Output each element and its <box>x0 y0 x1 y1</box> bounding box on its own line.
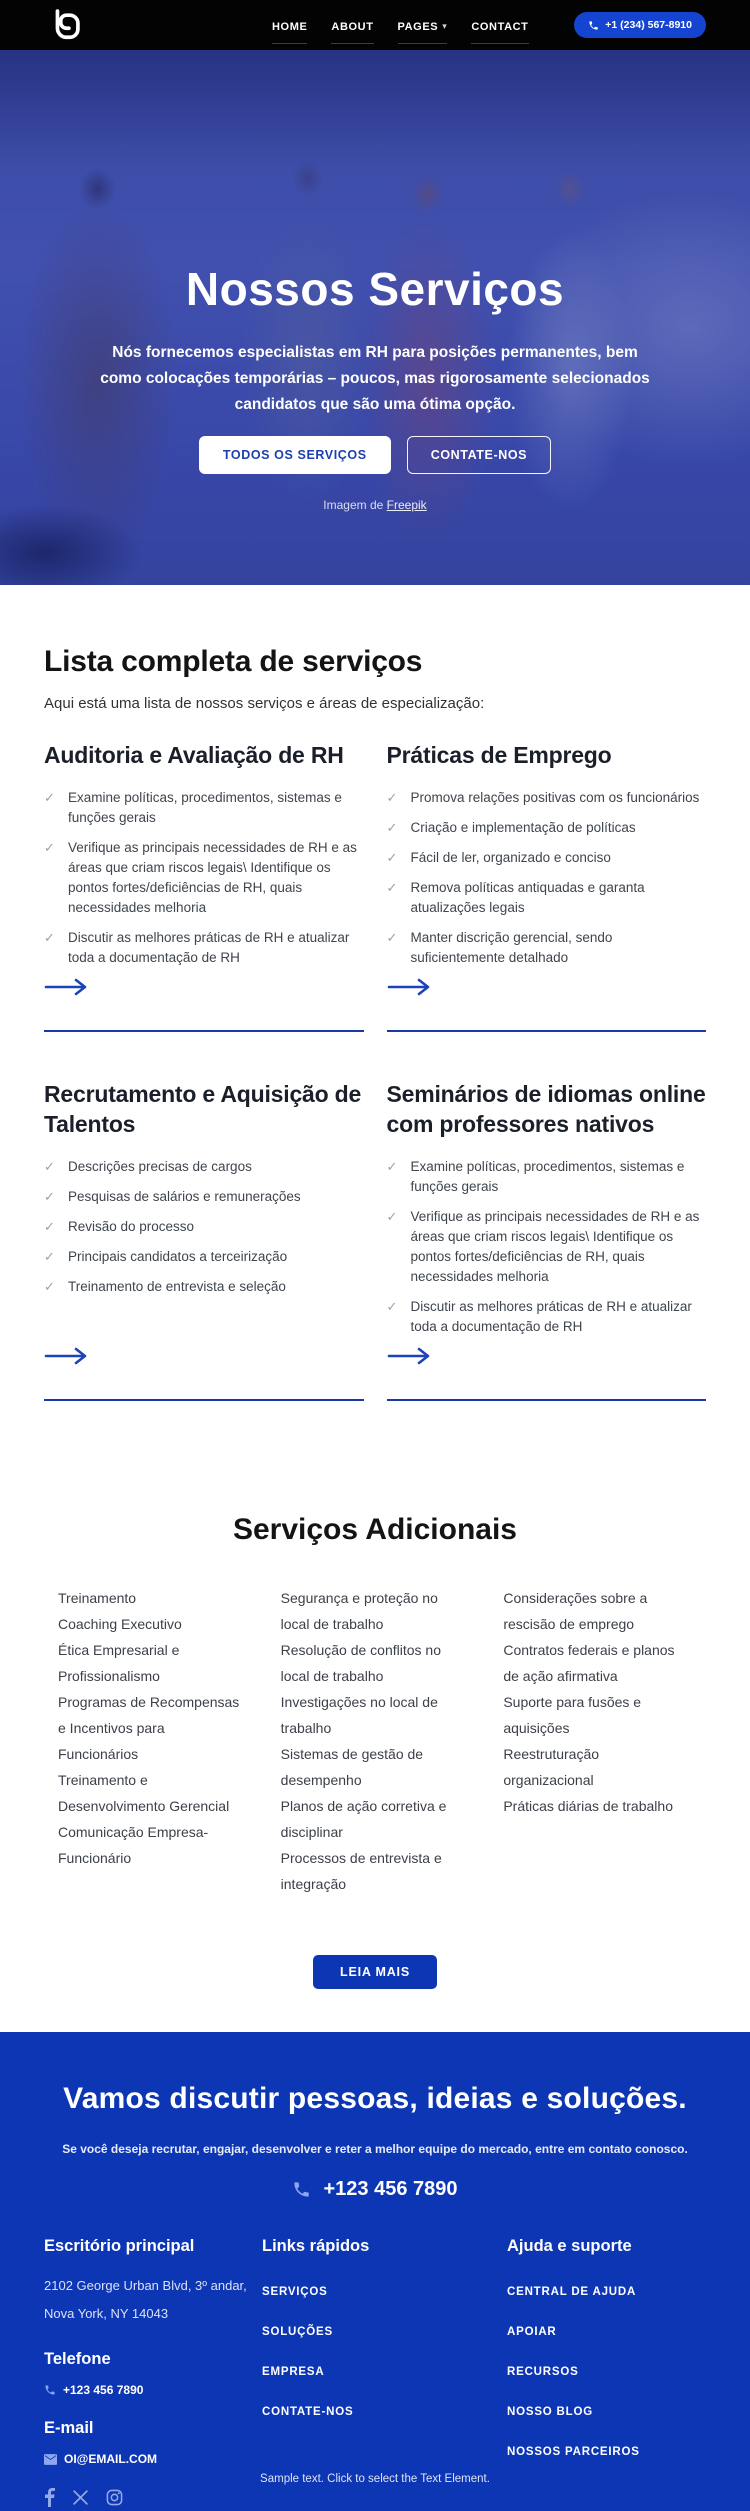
phone-icon <box>292 2180 311 2199</box>
nav-item-about[interactable]: ABOUT <box>331 21 373 44</box>
list-item: Segurança e proteção no local de trabalho <box>280 1590 438 1632</box>
card-title: Auditoria e Avaliação de RH <box>44 742 344 768</box>
office-phone-link[interactable] <box>44 2383 262 2397</box>
list-item: Programas de Recompensas e Incentivos para Funcionários <box>58 1694 240 1762</box>
phone-icon <box>588 20 599 31</box>
card-item-list <box>44 1157 364 1307</box>
address-line-2: Nova York, NY 14043 <box>44 2306 169 2321</box>
envelope-icon <box>44 2454 57 2465</box>
footer-help-column <box>507 2237 706 2507</box>
hero-subtitle: Nós fornecemos especialistas em RH para posições permanentes, bem como colocações temporárias – poucos, mas rigorosamente selecionados candidatos que são uma ótima opção. <box>100 344 650 413</box>
social-links <box>44 2488 262 2507</box>
list-item: Comunicação Empresa-Funcionário <box>58 1824 209 1866</box>
email-heading: E-mail <box>44 2419 94 2437</box>
card-arrow-link[interactable] <box>44 978 90 996</box>
service-card-seminarios <box>387 1079 707 1401</box>
list-item: ✓ Remova políticas antiquadas e garanta atualizações legais <box>387 878 707 918</box>
read-more-button[interactable]: LEIA MAIS <box>313 1955 437 1989</box>
footer-link-apoiar[interactable]: APOIAR <box>507 2326 557 2338</box>
footer-link-recursos[interactable]: RECURSOS <box>507 2366 579 2378</box>
office-address <box>44 2272 262 2328</box>
card-title: Seminários de idiomas online com professores nativos <box>386 1081 706 1137</box>
office-email-link[interactable] <box>44 2452 262 2466</box>
image-credit <box>0 498 750 512</box>
check-icon: ✓ <box>44 1249 55 1264</box>
list-item: ✓ Principais candidatos a terceirização <box>44 1247 364 1267</box>
hero-image <box>0 50 750 585</box>
list-item: ✓ Treinamento de entrevista e seleção <box>44 1277 364 1297</box>
footer-link-central-de-ajuda[interactable]: CENTRAL DE AJUDA <box>507 2286 637 2298</box>
footer-subheading: Se você deseja recrutar, engajar, desenvolver e reter a melhor equipe do mercado, entre em contato conosco. <box>62 2142 688 2156</box>
list-item: ✓ Manter discrição gerencial, sendo suficientemente detalhado <box>387 928 707 968</box>
footer-link-nossos-parceiros[interactable]: NOSSOS PARCEIROS <box>507 2446 640 2458</box>
check-icon: ✓ <box>386 850 398 865</box>
nav-menu <box>272 20 529 33</box>
quick-links-list <box>262 2286 507 2418</box>
service-card-recrutamento <box>44 1079 364 1401</box>
card-arrow-link[interactable] <box>387 978 433 996</box>
facebook-icon[interactable] <box>44 2488 55 2507</box>
card-title: Práticas de Emprego <box>386 742 612 768</box>
read-more-wrap <box>44 1955 706 1989</box>
footer-link-contate-nos[interactable]: CONTATE-NOS <box>262 2406 354 2418</box>
list-item: ✓ Fácil de ler, organizado e conciso <box>387 848 707 868</box>
footer <box>0 2032 750 2511</box>
chevron-down-icon: ▾ <box>442 20 448 31</box>
list-item: ✓ Verifique as principais necessidades de RH e as áreas que criam riscos legais\ Identifique os pontos fortes/deficiências de RH, quais necessidades melhoria <box>44 838 364 918</box>
additional-column-1 <box>58 1585 247 1897</box>
list-item: ✓ Criação e implementação de políticas <box>387 818 707 838</box>
card-item-list <box>387 1157 707 1347</box>
check-icon: ✓ <box>386 1159 398 1174</box>
list-item: Suporte para fusões e aquisições <box>503 1694 642 1736</box>
check-icon: ✓ <box>44 1279 55 1294</box>
card-item-list <box>44 788 364 978</box>
check-icon: ✓ <box>44 1159 55 1174</box>
list-item: ✓ Verifique as principais necessidades de RH e as áreas que criam riscos legais\ Identifique os pontos fortes/deficiências de RH, quais necessidades melhoria <box>387 1207 707 1287</box>
check-icon: ✓ <box>386 1299 398 1314</box>
office-email-address: OI@EMAIL.COM <box>64 2452 158 2466</box>
footer-columns <box>44 2237 706 2507</box>
help-heading: Ajuda e suporte <box>507 2237 632 2255</box>
list-item: Treinamento e Desenvolvimento Gerencial <box>58 1772 230 1814</box>
list-item: Práticas diárias de trabalho <box>503 1798 673 1814</box>
footer-phone-number[interactable]: +123 456 7890 <box>323 2178 458 2200</box>
footer-office-column <box>44 2237 262 2507</box>
check-icon: ✓ <box>386 1209 398 1224</box>
card-title: Recrutamento e Aquisição de Talentos <box>44 1081 362 1137</box>
check-icon: ✓ <box>44 1219 55 1234</box>
list-item: ✓ Pesquisas de salários e remunerações <box>44 1187 364 1207</box>
sample-text[interactable]: Sample text. Click to select the Text Element. <box>260 2473 490 2485</box>
office-heading: Escritório principal <box>44 2237 195 2255</box>
list-item: Processos de entrevista e integração <box>280 1850 442 1892</box>
x-twitter-icon[interactable] <box>72 2488 89 2507</box>
check-icon: ✓ <box>386 930 398 945</box>
list-item: ✓ Examine políticas, procedimentos, sistemas e funções gerais <box>44 788 364 828</box>
list-item: ✓ Promova relações positivas com os funcionários <box>387 788 707 808</box>
footer-quick-links-column <box>262 2237 507 2507</box>
all-services-button[interactable]: TODOS OS SERVIÇOS <box>199 436 391 474</box>
services-heading: Lista completa de serviços <box>44 645 423 678</box>
list-item: ✓ Descrições precisas de cargos <box>44 1157 364 1177</box>
page-title: Nossos Serviços <box>185 263 565 315</box>
list-item: Planos de ação corretiva e disciplinar <box>280 1798 447 1840</box>
footer-phone-cta[interactable] <box>44 2178 706 2201</box>
arrow-right-icon <box>44 1347 90 1365</box>
phone-heading: Telefone <box>44 2350 111 2368</box>
arrow-right-icon <box>44 978 90 996</box>
top-nav <box>0 0 750 50</box>
list-item: Considerações sobre a rescisão de emprego <box>503 1590 648 1632</box>
hero-buttons <box>0 436 750 474</box>
service-cards <box>44 740 706 1401</box>
quick-links-heading: Links rápidos <box>262 2237 370 2255</box>
list-item: Resolução de conflitos no local de trabalho <box>280 1642 441 1684</box>
additional-services-list <box>44 1585 706 1897</box>
card-arrow-link[interactable] <box>387 1347 433 1365</box>
nav-phone-label: +1 (234) 567-8910 <box>605 19 692 31</box>
nav-item-contact[interactable]: CONTACT <box>471 21 528 44</box>
services-intro: Aqui está uma lista de nossos serviços e áreas de especialização: <box>44 695 485 712</box>
address-line-1: 2102 George Urban Blvd, 3º andar, <box>44 2278 247 2293</box>
nav-phone-button[interactable] <box>574 12 706 38</box>
ba-monogram-logo-icon <box>46 7 82 43</box>
additional-services-heading: Serviços Adicionais <box>232 1513 517 1546</box>
additional-column-3 <box>503 1585 692 1897</box>
list-item: ✓ Discutir as melhores práticas de RH e atualizar toda a documentação de RH <box>44 928 364 968</box>
check-icon: ✓ <box>44 930 55 945</box>
list-item: ✓ Revisão do processo <box>44 1217 364 1237</box>
check-icon: ✓ <box>44 840 55 855</box>
list-item: Coaching Executivo <box>58 1616 182 1632</box>
footer-link-solucoes[interactable]: SOLUÇÕES <box>262 2326 333 2338</box>
logo[interactable] <box>44 5 84 45</box>
credit-prefix: Imagem de <box>323 498 387 512</box>
list-item: Ética Empresarial e Profissionalismo <box>58 1642 180 1684</box>
footer-link-empresa[interactable]: EMPRESA <box>262 2366 325 2378</box>
footer-link-servicos[interactable]: SERVIÇOS <box>262 2286 328 2298</box>
check-icon: ✓ <box>44 790 55 805</box>
card-arrow-link[interactable] <box>44 1347 90 1365</box>
footer-link-nosso-blog[interactable]: NOSSO BLOG <box>507 2406 593 2418</box>
help-links-list <box>507 2286 706 2458</box>
list-item: Reestruturação organizacional <box>503 1746 600 1788</box>
contact-us-button[interactable]: CONTATE-NOS <box>407 436 551 474</box>
arrow-right-icon <box>387 1347 433 1365</box>
instagram-icon[interactable] <box>106 2488 123 2507</box>
freepik-link[interactable]: Freepik <box>386 498 427 512</box>
phone-icon <box>44 2384 56 2396</box>
service-card-praticas <box>387 740 707 1032</box>
additional-column-2 <box>281 1585 470 1897</box>
main-content <box>0 585 750 2032</box>
list-item: Contratos federais e planos de ação afirmativa <box>503 1642 675 1684</box>
office-phone-number: +123 456 7890 <box>63 2383 144 2397</box>
service-card-auditoria <box>44 740 364 1032</box>
nav-item-home[interactable]: HOME <box>272 21 307 44</box>
list-item: ✓ Examine políticas, procedimentos, sistemas e funções gerais <box>387 1157 707 1197</box>
list-item: Sistemas de gestão de desempenho <box>280 1746 424 1788</box>
hero-content <box>0 50 750 512</box>
check-icon: ✓ <box>44 1189 55 1204</box>
check-icon: ✓ <box>386 880 398 895</box>
list-item: Treinamento <box>58 1590 137 1606</box>
list-item: ✓ Discutir as melhores práticas de RH e atualizar toda a documentação de RH <box>387 1297 707 1337</box>
card-item-list <box>387 788 707 978</box>
nav-item-pages[interactable]: PAGES ▾ <box>398 21 448 44</box>
list-item: Investigações no local de trabalho <box>280 1694 438 1736</box>
check-icon: ✓ <box>386 820 398 835</box>
check-icon: ✓ <box>386 790 398 805</box>
footer-heading: Vamos discutir pessoas, ideias e soluções. <box>63 2082 687 2115</box>
arrow-right-icon <box>387 978 433 996</box>
